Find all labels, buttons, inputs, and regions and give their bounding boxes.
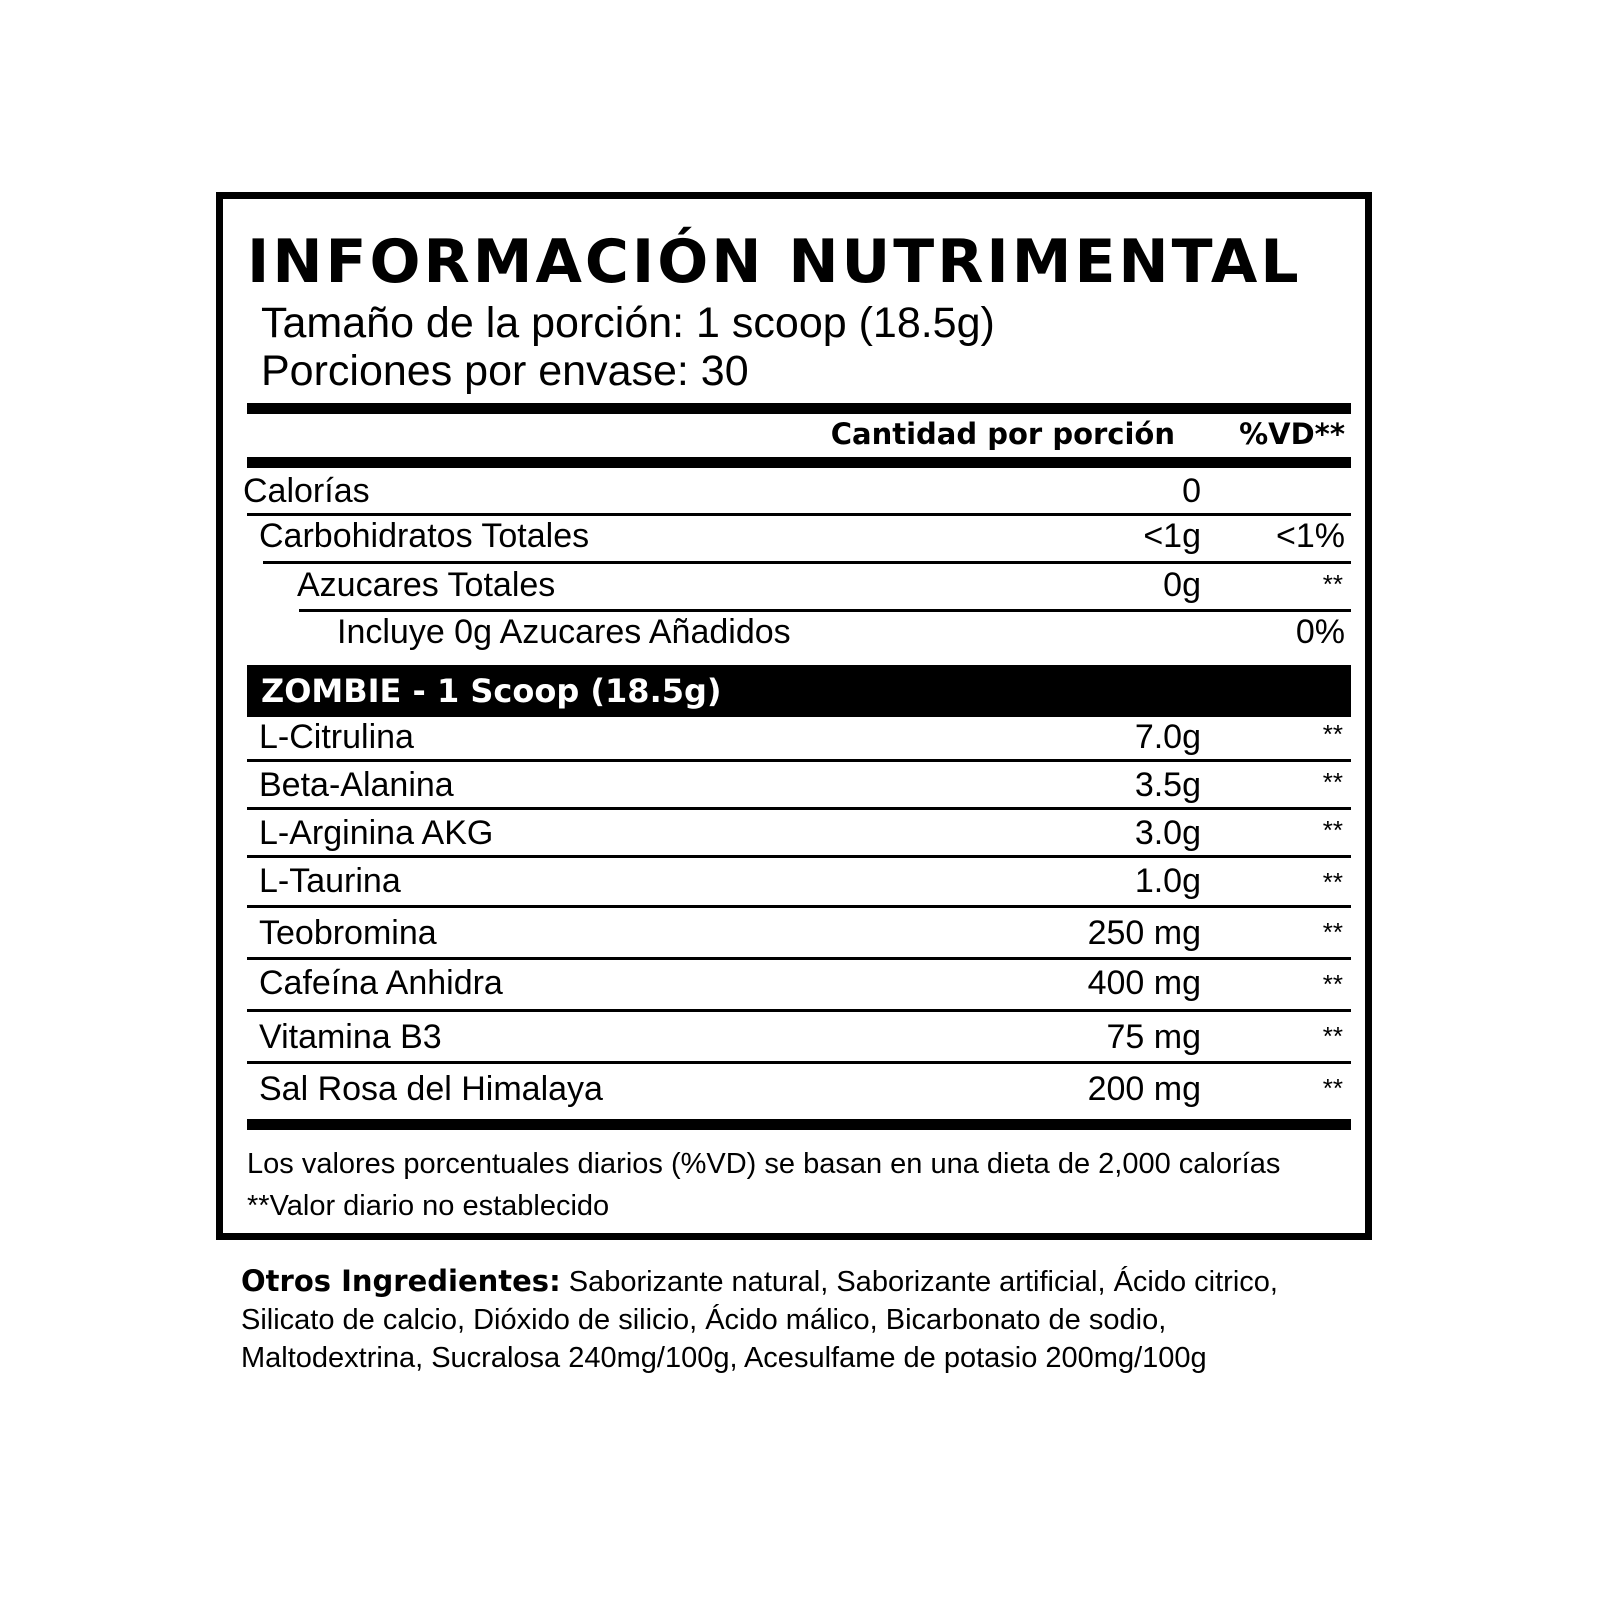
divider	[247, 855, 1351, 858]
other-ingredients-text: Saborizante natural, Saborizante artificial, Ácido citrico, Silicato de calcio, Dióxido de silicio, Ácido málico, Bicarbonato de sodio, Maltodextrina, Sucralosa 240mg/100g, Acesulfame de potasio 200mg/100g	[241, 1266, 1278, 1374]
other-ingredients	[241, 1262, 1301, 1377]
ingredient-amount: 200 mg	[1087, 1070, 1201, 1108]
ingredient-amount: 7.0g	[1134, 718, 1201, 756]
divider-thick	[247, 1119, 1351, 1130]
section-header-band	[247, 665, 1351, 717]
ingredient-dv: **	[1322, 969, 1343, 999]
ingredient-name: Teobromina	[259, 914, 437, 952]
ingredient-name: Vitamina B3	[259, 1018, 442, 1056]
nutrient-name: Incluye 0g Azucares Añadidos	[337, 613, 791, 651]
ingredient-amount: 400 mg	[1087, 964, 1201, 1002]
footnote-daily-values: Los valores porcentuales diarios (%VD) se basan en una dieta de 2,000 calorías	[247, 1148, 1281, 1180]
divider	[247, 1009, 1351, 1012]
divider	[263, 561, 1351, 564]
ingredient-amount: 3.0g	[1134, 814, 1201, 852]
ingredient-dv: **	[1322, 1021, 1343, 1051]
ingredient-dv: **	[1322, 815, 1343, 845]
label-title: INFORMACIÓN NUTRIMENTAL	[247, 227, 1302, 297]
divider	[247, 807, 1351, 810]
nutrient-dv: **	[1322, 569, 1343, 599]
ingredient-dv: **	[1322, 767, 1343, 797]
amount-per-serving-header: Cantidad por porción	[830, 417, 1175, 451]
footnote-not-established: **Valor diario no establecido	[247, 1190, 610, 1222]
divider-thick	[247, 457, 1351, 468]
divider	[247, 759, 1351, 762]
nutrient-name: Azucares Totales	[297, 566, 556, 604]
ingredient-dv: **	[1322, 867, 1343, 897]
ingredient-amount: 3.5g	[1134, 766, 1201, 804]
ingredient-amount: 250 mg	[1087, 914, 1201, 952]
ingredient-name: L-Citrulina	[259, 718, 414, 756]
ingredient-amount: 1.0g	[1134, 862, 1201, 900]
ingredient-name: Cafeína Anhidra	[259, 964, 503, 1002]
nutrient-name: Carbohidratos Totales	[259, 517, 590, 555]
ingredient-name: Beta-Alanina	[259, 766, 454, 804]
daily-value-header: %VD**	[1239, 417, 1345, 451]
nutrient-name: Calorías	[243, 472, 370, 510]
nutrient-amount: <1g	[1143, 517, 1201, 555]
serving-size: Tamaño de la porción: 1 scoop (18.5g)	[261, 299, 995, 347]
ingredient-dv: **	[1322, 917, 1343, 947]
nutrition-facts-panel	[216, 192, 1372, 1240]
ingredient-dv: **	[1322, 719, 1343, 749]
divider-thick	[247, 403, 1351, 414]
ingredient-dv: **	[1322, 1073, 1343, 1103]
ingredient-name: Sal Rosa del Himalaya	[259, 1070, 603, 1108]
nutrient-amount: 0	[1182, 472, 1201, 510]
other-ingredients-label: Otros Ingredientes:	[241, 1264, 561, 1298]
section-title: ZOMBIE - 1 Scoop (18.5g)	[261, 672, 722, 710]
divider	[247, 1061, 1351, 1064]
ingredient-name: L-Taurina	[259, 862, 401, 900]
divider	[247, 957, 1351, 960]
nutrient-dv: <1%	[1276, 517, 1345, 555]
nutrient-dv: 0%	[1295, 613, 1345, 651]
servings-per-container: Porciones por envase: 30	[261, 347, 749, 395]
divider	[247, 905, 1351, 908]
ingredient-name: L-Arginina AKG	[259, 814, 494, 852]
ingredient-amount: 75 mg	[1106, 1018, 1201, 1056]
nutrient-amount: 0g	[1163, 566, 1201, 604]
